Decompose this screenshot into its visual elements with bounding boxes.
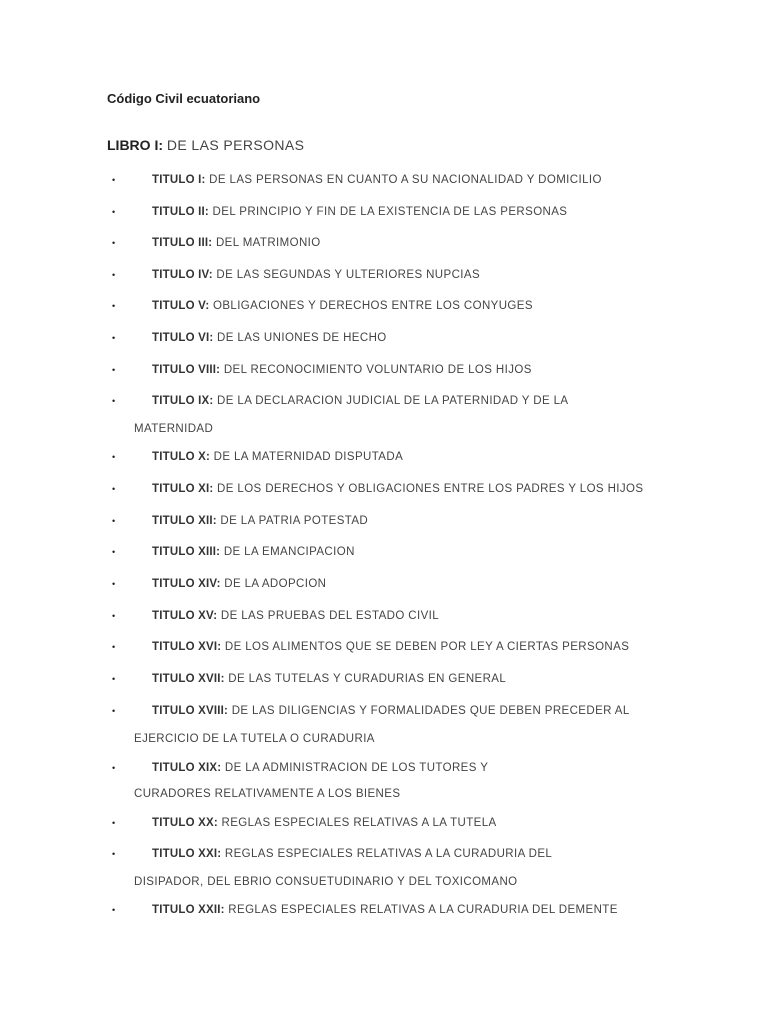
title-label: TITULO XII: [152, 515, 217, 527]
title-line [152, 330, 387, 346]
title-line [152, 513, 368, 529]
title-text: DEL RECONOCIMIENTO VOLUNTARIO DE LOS HIJOS [223, 364, 532, 376]
title-text: DE LA PATRIA POTESTAD [220, 515, 369, 527]
title-label: TITULO XXI: [152, 848, 222, 860]
bullet-icon: • [112, 611, 116, 621]
book-name: DE LAS PERSONAS [166, 137, 305, 153]
title-label: TITULO XV: [152, 610, 218, 622]
title-label: TITULO XXII: [152, 904, 225, 916]
title-line [152, 393, 568, 409]
title-line [152, 449, 403, 465]
title-text: DE LA DECLARACION JUDICIAL DE LA PATERNIDAD Y DE LA [217, 395, 569, 407]
bullet-icon: • [112, 763, 116, 773]
title-text: REGLAS ESPECIALES RELATIVAS A LA CURADURIA DEL [224, 848, 553, 860]
title-line [152, 815, 497, 831]
title-label: TITULO I: [152, 174, 206, 186]
title-text: DE LAS UNIONES DE HECHO [217, 332, 387, 344]
bullet-icon: • [112, 207, 116, 217]
bullet-icon: • [112, 706, 116, 716]
bullet-icon: • [112, 516, 116, 526]
title-label: TITULO XIV: [152, 578, 221, 590]
bullet-icon: • [112, 452, 116, 462]
title-label: TITULO XVI: [152, 641, 222, 653]
title-line [152, 671, 506, 687]
title-label: TITULO XIII: [152, 546, 221, 558]
bullet-icon: • [112, 905, 116, 915]
title-label: TITULO VI: [152, 332, 214, 344]
title-line [152, 204, 567, 220]
title-line [152, 235, 321, 251]
title-line [152, 172, 602, 188]
bullet-icon: • [112, 547, 116, 557]
title-line [152, 576, 326, 592]
title-line [152, 362, 532, 378]
title-line [152, 267, 480, 283]
title-continuation: MATERNIDAD [134, 423, 214, 435]
bullet-icon: • [112, 333, 116, 343]
bullet-icon: • [112, 579, 116, 589]
document-title: Código Civil ecuatoriano [107, 91, 261, 106]
title-label: TITULO II: [152, 206, 209, 218]
title-label: TITULO IX: [152, 395, 214, 407]
title-text: DEL MATRIMONIO [215, 237, 321, 249]
title-continuation: DISIPADOR, DEL EBRIO CONSUETUDINARIO Y DEL TOXICOMANO [134, 876, 518, 888]
title-continuation: EJERCICIO DE LA TUTELA O CURADURIA [134, 733, 375, 745]
title-label: TITULO X: [152, 451, 211, 463]
title-text: DEL PRINCIPIO Y FIN DE LA EXISTENCIA DE LAS PERSONAS [212, 206, 568, 218]
title-text: DE LAS DILIGENCIAS Y FORMALIDADES QUE DEBEN PRECEDER AL [231, 705, 630, 717]
bullet-icon: • [112, 642, 116, 652]
bullet-icon: • [112, 365, 116, 375]
bullet-icon: • [112, 238, 116, 248]
bullet-icon: • [112, 175, 116, 185]
bullet-icon: • [112, 301, 116, 311]
title-label: TITULO XIX: [152, 762, 222, 774]
title-text: REGLAS ESPECIALES RELATIVAS A LA CURADURIA DEL DEMENTE [228, 904, 618, 916]
title-line [152, 760, 488, 776]
title-line [152, 639, 629, 655]
title-label: TITULO XVII: [152, 673, 225, 685]
bullet-icon: • [112, 270, 116, 280]
bullet-icon: • [112, 818, 116, 828]
title-label: TITULO XX: [152, 817, 218, 829]
book-heading [107, 137, 304, 153]
title-line [152, 298, 533, 314]
title-text: DE LA ADMINISTRACION DE LOS TUTORES Y [224, 762, 489, 774]
title-label: TITULO VIII: [152, 364, 221, 376]
title-label: TITULO XI: [152, 483, 214, 495]
bullet-icon: • [112, 396, 116, 406]
title-line [152, 703, 630, 719]
title-text: DE LA MATERNIDAD DISPUTADA [213, 451, 404, 463]
title-text: DE LA ADOPCION [224, 578, 327, 590]
title-text: DE LA EMANCIPACION [223, 546, 355, 558]
title-line [152, 846, 552, 862]
title-text: DE LAS SEGUNDAS Y ULTERIORES NUPCIAS [216, 269, 481, 281]
title-text: DE LOS DERECHOS Y OBLIGACIONES ENTRE LOS PADRES Y LOS HIJOS [217, 483, 644, 495]
title-text: REGLAS ESPECIALES RELATIVAS A LA TUTELA [221, 817, 497, 829]
title-line [152, 481, 643, 497]
bullet-icon: • [112, 484, 116, 494]
title-text: DE LOS ALIMENTOS QUE SE DEBEN POR LEY A CIERTAS PERSONAS [224, 641, 630, 653]
title-label: TITULO IV: [152, 269, 213, 281]
title-text: DE LAS TUTELAS Y CURADURIAS EN GENERAL [228, 673, 507, 685]
title-line [152, 608, 439, 624]
bullet-icon: • [112, 674, 116, 684]
title-text: DE LAS PRUEBAS DEL ESTADO CIVIL [220, 610, 440, 622]
title-text: DE LAS PERSONAS EN CUANTO A SU NACIONALIDAD Y DOMICILIO [209, 174, 602, 186]
book-label: LIBRO I: [107, 137, 163, 153]
title-text: OBLIGACIONES Y DERECHOS ENTRE LOS CONYUGES [213, 300, 533, 312]
title-line [152, 544, 355, 560]
title-line [152, 902, 618, 918]
title-label: TITULO XVIII: [152, 705, 229, 717]
title-continuation: CURADORES RELATIVAMENTE A LOS BIENES [134, 788, 401, 800]
bullet-icon: • [112, 849, 116, 859]
title-label: TITULO V: [152, 300, 210, 312]
title-label: TITULO III: [152, 237, 213, 249]
